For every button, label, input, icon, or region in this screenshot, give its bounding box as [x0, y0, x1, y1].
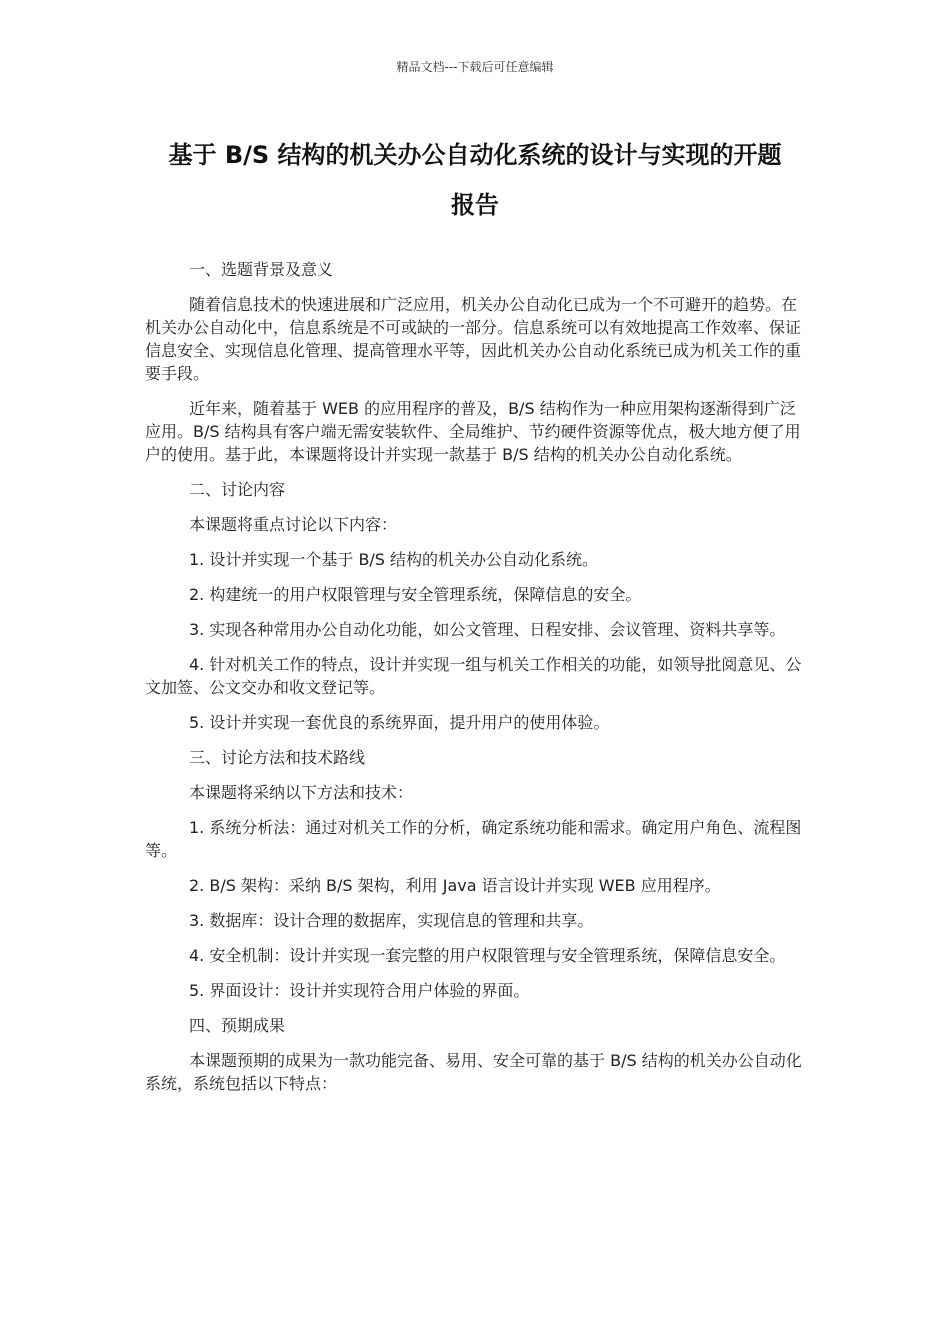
list-item: 3. 实现各种常用办公自动化功能，如公文管理、日程安排、会议管理、资料共享等。 [189, 620, 786, 639]
section-heading-content: 二、讨论内容 [189, 480, 286, 499]
list-item: 1. 设计并实现一个基于 B/S 结构的机关办公自动化系统。 [189, 550, 599, 569]
list-item: 2. 构建统一的用户权限管理与安全管理系统，保障信息的安全。 [189, 585, 642, 604]
list-item: 5. 设计并实现一套优良的系统界面，提升用户的使用体验。 [189, 713, 610, 732]
section-heading-methods: 三、讨论方法和技术路线 [189, 748, 366, 767]
paragraph: 本课题预期的成果为一款功能完备、易用、安全可靠的基于 B/S 结构的机关办公自动化系统，系统包括以下特点： [145, 1051, 802, 1093]
title-line-1: 基于 B/S 结构的机关办公自动化系统的设计与实现的开题 [168, 141, 782, 169]
list-item: 3. 数据库：设计合理的数据库，实现信息的管理和共享。 [189, 911, 594, 930]
list-item: 1. 系统分析法：通过对机关工作的分析，确定系统功能和需求。确定用户角色、流程图等。 [145, 818, 802, 860]
list-item: 2. B/S 架构：采纳 B/S 架构，利用 Java 语言设计并实现 WEB 应用程序。 [189, 876, 721, 895]
list-item: 4. 安全机制：设计并实现一套完整的用户权限管理与安全管理系统，保障信息安全。 [189, 946, 786, 965]
header-note: 精品文档---下载后可任意编辑 [396, 60, 554, 74]
section-heading-outcomes: 四、预期成果 [189, 1016, 286, 1035]
section-heading-background: 一、选题背景及意义 [189, 260, 334, 279]
title-line-2: 报告 [451, 191, 499, 219]
document-title [145, 130, 805, 230]
list-item: 4. 针对机关工作的特点，设计并实现一组与机关工作相关的功能，如领导批阅意见、公文加签、公文交办和收文登记等。 [145, 655, 802, 697]
paragraph: 本课题将采纳以下方法和技术： [189, 783, 414, 802]
paragraph: 随着信息技术的快速进展和广泛应用，机关办公自动化已成为一个不可避开的趋势。在机关办公自动化中，信息系统是不可或缺的一部分。信息系统可以有效地提高工作效率、保证信息安全、实现信息化管理、提高管理水平等，因此机关办公自动化系统已成为机关工作的重要手段。 [145, 295, 802, 383]
paragraph: 近年来，随着基于 WEB 的应用程序的普及，B/S 结构作为一种应用架构逐渐得到广泛应用。B/S 结构具有客户端无需安装软件、全局维护、节约硬件资源等优点，极大地方便了用户的使用。基于此，本课题将设计并实现一款基于 B/S 结构的机关办公自动化系统。 [145, 399, 801, 464]
paragraph: 本课题将重点讨论以下内容： [189, 515, 398, 534]
list-item: 5. 界面设计：设计并实现符合用户体验的界面。 [189, 981, 530, 1000]
document-body [145, 258, 805, 1107]
